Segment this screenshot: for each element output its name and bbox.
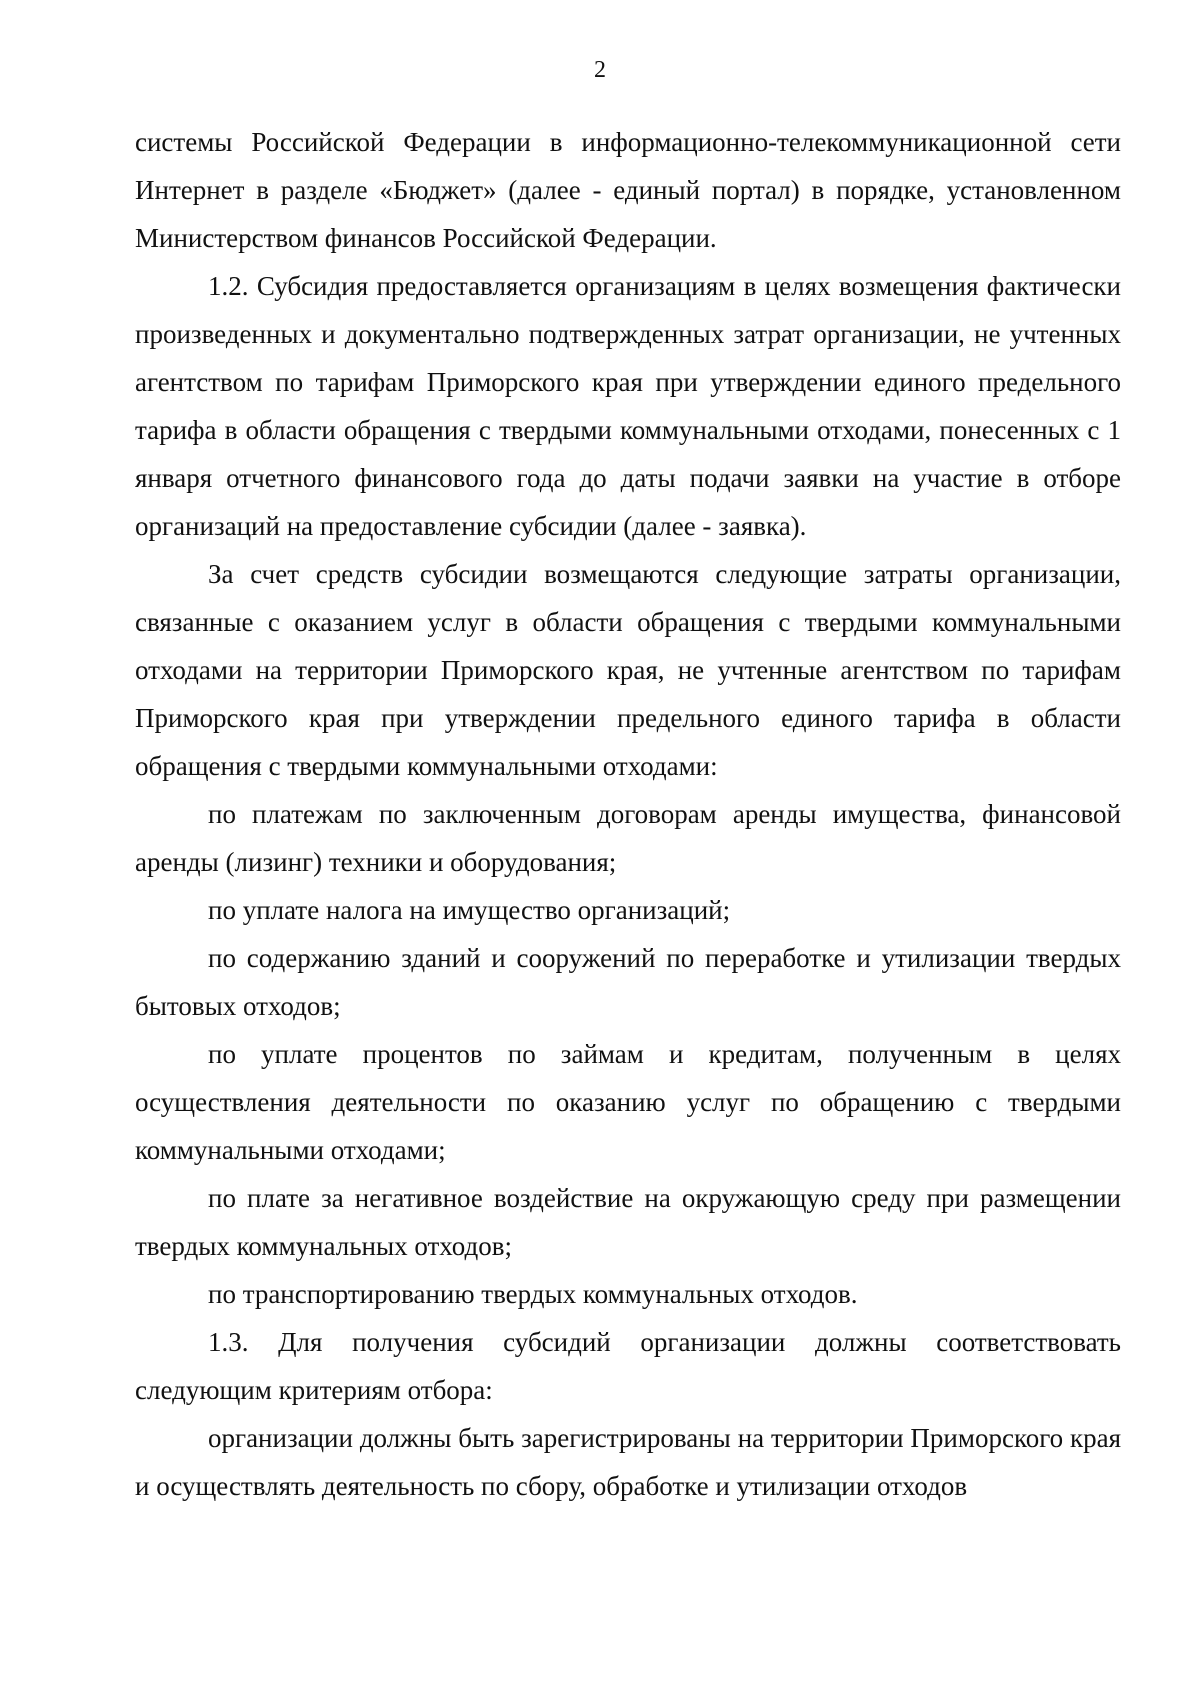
document-body <box>135 118 1121 1510</box>
list-item-environment-fee: по плате за негативное воздействие на окружающую среду при размещении твердых коммунальных отходов; <box>135 1183 1121 1261</box>
list-item-transport: по транспортированию твердых коммунальных отходов. <box>208 1279 858 1309</box>
list-item-property-tax: по уплате налога на имущество организаций; <box>208 895 731 925</box>
paragraph-1-3: 1.3. Для получения субсидий организации должны соответствовать следующим критериям отбора: <box>135 1327 1121 1405</box>
paragraph-costs-intro: За счет средств субсидии возмещаются следующие затраты организации, связанные с оказанием услуг в области обращения с твердыми коммунальными отходами на территории Приморского края, не учтенные агентством по тарифам Приморского края при утверждении предельного единого тарифа в области обращения с твердыми коммунальными отходами: <box>135 559 1121 781</box>
paragraph-1-2: 1.2. Субсидия предоставляется организациям в целях возмещения фактически произведенных и документально подтвержденных затрат организации, не учтенных агентством по тарифам Приморского края при утверждении единого предельного тарифа в области обращения с твердыми коммунальными отходами, понесенных с 1 января отчетного финансового года до даты подачи заявки на участие в отборе организаций на предоставление субсидии (далее - заявка). <box>135 271 1121 541</box>
paragraph-portal: системы Российской Федерации в информационно-телекоммуникационной сети Интернет в разделе «Бюджет» (далее - единый портал) в порядке, установленном Министерством финансов Российской Федерации. <box>135 127 1121 253</box>
list-item-lease: по платежам по заключенным договорам аренды имущества, финансовой аренды (лизинг) техники и оборудования; <box>135 799 1121 877</box>
list-item-buildings: по содержанию зданий и сооружений по переработке и утилизации твердых бытовых отходов; <box>135 943 1121 1021</box>
paragraph-registration: организации должны быть зарегистрированы на территории Приморского края и осуществлять деятельность по сбору, обработке и утилизации отходов <box>135 1423 1121 1501</box>
list-item-loan-interest: по уплате процентов по займам и кредитам, полученным в целях осуществления деятельности по оказанию услуг по обращению с твердыми коммунальными отходами; <box>135 1039 1121 1165</box>
page-number: 2 <box>594 57 606 83</box>
